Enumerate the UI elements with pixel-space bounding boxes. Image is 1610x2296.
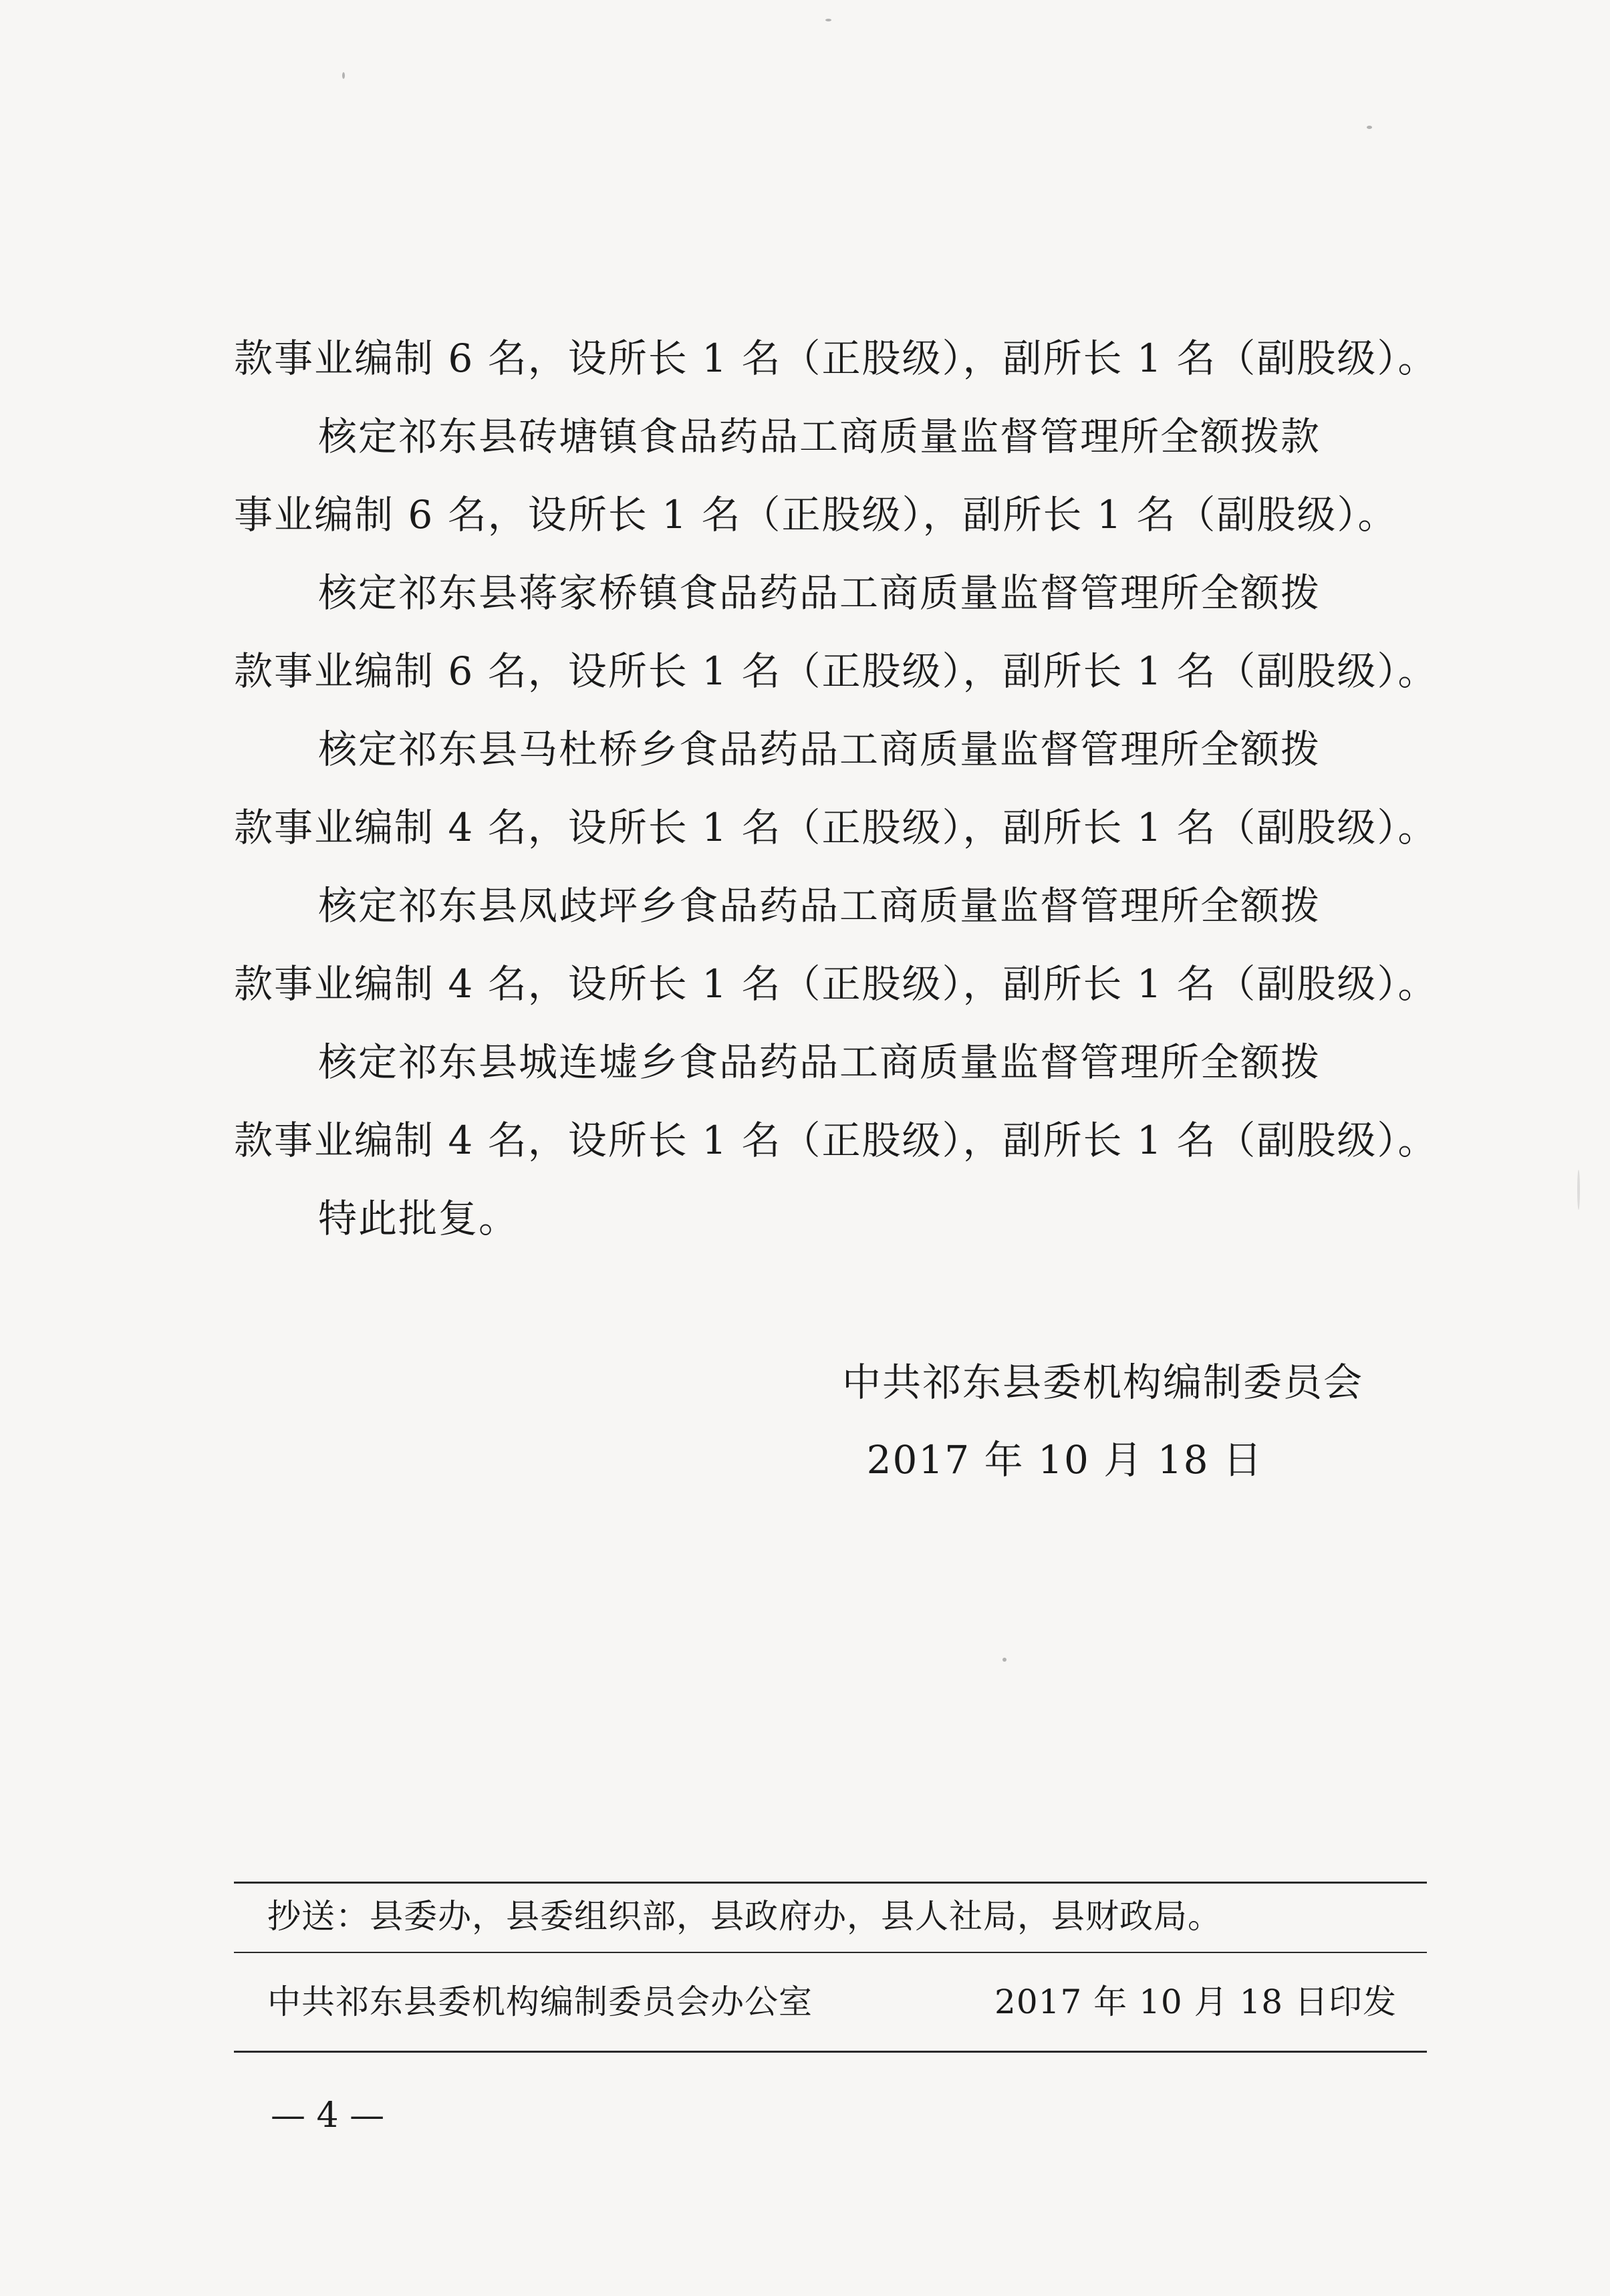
signature-block <box>234 1344 1363 1499</box>
footer-bottom-rule <box>234 2051 1427 2053</box>
scan-speck <box>342 72 345 79</box>
signing-organization: 中共祁东县委机构编制委员会 <box>841 1360 1363 1405</box>
body-line-4: 核定祁东县蒋家桥镇食品药品工商质量监督管理所全额拨 <box>318 570 1321 616</box>
body-line-8: 核定祁东县凤歧坪乡食品药品工商质量监督管理所全额拨 <box>318 883 1321 928</box>
body-line-3: 事业编制 6 名，设所长 1 名（正股级），副所长 1 名（副股级）。 <box>234 492 1398 537</box>
body-line-5: 款事业编制 6 名，设所长 1 名（正股级），副所长 1 名（副股级）。 <box>234 648 1438 694</box>
body-line-2: 核定祁东县砖塘镇食品药品工商质量监督管理所全额拨款 <box>318 414 1321 459</box>
body-line-10: 核定祁东县城连墟乡食品药品工商质量监督管理所全额拨 <box>318 1039 1321 1085</box>
closing-line: 特此批复。 <box>318 1196 519 1241</box>
scan-speck <box>1577 1170 1580 1210</box>
cc-recipients: 抄送：县委办，县委组织部，县政府办，县人社局，县财政局。 <box>267 1897 1222 1936</box>
signing-date: 2017 年 10 月 18 日 <box>866 1437 1263 1483</box>
scan-speck <box>825 19 831 21</box>
body-line-6: 核定祁东县马杜桥乡食品药品工商质量监督管理所全额拨 <box>318 727 1321 772</box>
body-line-1: 款事业编制 6 名，设所长 1 名（正股级），副所长 1 名（副股级）。 <box>234 336 1438 381</box>
scan-speck <box>1367 126 1372 129</box>
body-line-7: 款事业编制 4 名，设所长 1 名（正股级），副所长 1 名（副股级）。 <box>234 805 1438 850</box>
scan-speck <box>1002 1658 1007 1662</box>
issuer-line <box>267 1979 1397 2025</box>
issuing-office: 中共祁东县委机构编制委员会办公室 <box>267 1983 813 2021</box>
body-line-9: 款事业编制 4 名，设所长 1 名（正股级），副所长 1 名（副股级）。 <box>234 961 1438 1007</box>
issue-date: 2017 年 10 月 18 日印发 <box>994 1983 1397 2021</box>
footer-middle-rule <box>234 1952 1427 1953</box>
approval-body <box>234 320 1438 1258</box>
body-line-11: 款事业编制 4 名，设所长 1 名（正股级），副所长 1 名（副股级）。 <box>234 1118 1438 1163</box>
page-number: — 4 — <box>271 2095 385 2136</box>
footer-top-rule <box>234 1882 1427 1884</box>
